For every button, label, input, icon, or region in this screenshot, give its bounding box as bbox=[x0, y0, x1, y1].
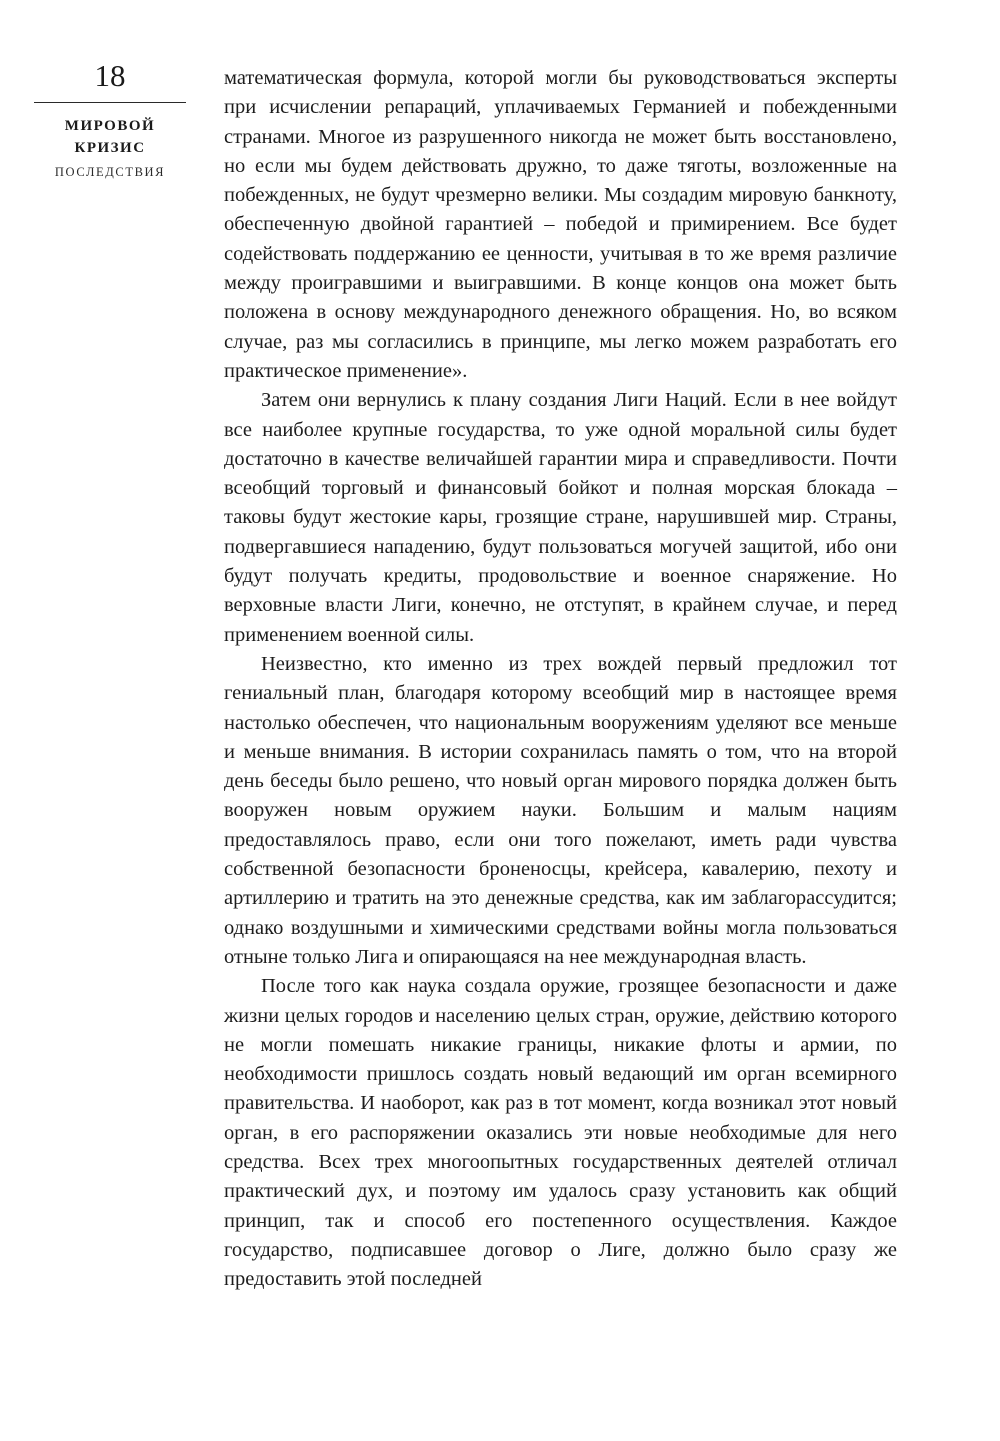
section-title: МИРОВОЙ КРИЗИС bbox=[64, 118, 156, 156]
body-text bbox=[224, 64, 897, 1294]
section-subtitle: ПОСЛЕДСТВИЯ bbox=[54, 165, 166, 179]
header-divider bbox=[34, 102, 186, 103]
page-number: 18 bbox=[94, 58, 126, 93]
paragraph-1: математическая формула, которой могли бы руководствоваться эксперты при исчислении репараций, уплачиваемых Германией и побежденными странами. Многое из разрушенного никогда не может быть восстановлено, но если мы будем действовать дружно, то даже тяготы, возложенные на побежденных, не будут чрезмерно велики. Мы создадим мировую банкноту, обеспеченную двойной гарантией – победой и примирением. Все будет содействовать поддержанию ее ценности, учитывая в то же время различие между проигравшими и выигравшими. В конце концов она может быть положена в основу международного денежного обращения. Но, во всяком случае, раз мы согласились в принципе, мы легко можем разработать его практическое применение». bbox=[224, 67, 897, 382]
paragraph-4: После того как наука создала оружие, грозящее безопасности и даже жизни целых городов и населению целых стран, оружие, действию которого не могли помешать никакие границы, никакие флоты и армии, по необходимости пришлось создать новый ведающий им орган всемирного правительства. И наоборот, как раз в тот момент, когда возникал этот новый орган, в его распоряжении оказались эти новые необходимые для него средства. Всех трех многоопытных государственных деятелей отличал практический дух, и поэтому им удалось сразу установить как общий принцип, так и способ его постепенного осуществления. Каждое государство, подписавшее договор о Лиге, должно было сразу же предоставить этой последней bbox=[224, 975, 897, 1291]
running-header bbox=[34, 56, 186, 181]
paragraph-2: Затем они вернулись к плану создания Лиги Наций. Если в нее войдут все наиболее крупные государства, то уже одной моральной силы будет достаточно в качестве величайшей гарантии мира и справедливости. Почти всеобщий торговый и финансовый бойкот и полная морская блокада – таковы будут жестокие кары, грозящие стране, нарушившей мир. Страны, подвергавшиеся нападению, будут пользоваться могучей защитой, ибо они будут получать кредиты, продовольствие и военное снаряжение. Но верховные власти Лиги, конечно, не отступят, в крайнем случае, и перед применением военной силы. bbox=[224, 389, 897, 646]
paragraph-3: Неизвестно, кто именно из трех вождей первый предложил тот гениальный план, благодаря которому всеобщий мир в настоящее время настолько обеспечен, что национальным вооружениям уделяют все меньше и меньше внимания. В истории сохранилась память о том, что на второй день беседы было решено, что новый орган мирового порядка должен быть вооружен новым оружием науки. Большим и малым нациям предоставлялось право, если они того пожелают, иметь ради чувства собственной безопасности броненосцы, крейсера, кавалерию, пехоту и артиллерию и тратить на это денежные средства, как им заблагорассудится; однако воздушными и химическими средствами войны могла пользоваться отныне только Лига и опирающаяся на нее международная власть. bbox=[224, 652, 897, 968]
